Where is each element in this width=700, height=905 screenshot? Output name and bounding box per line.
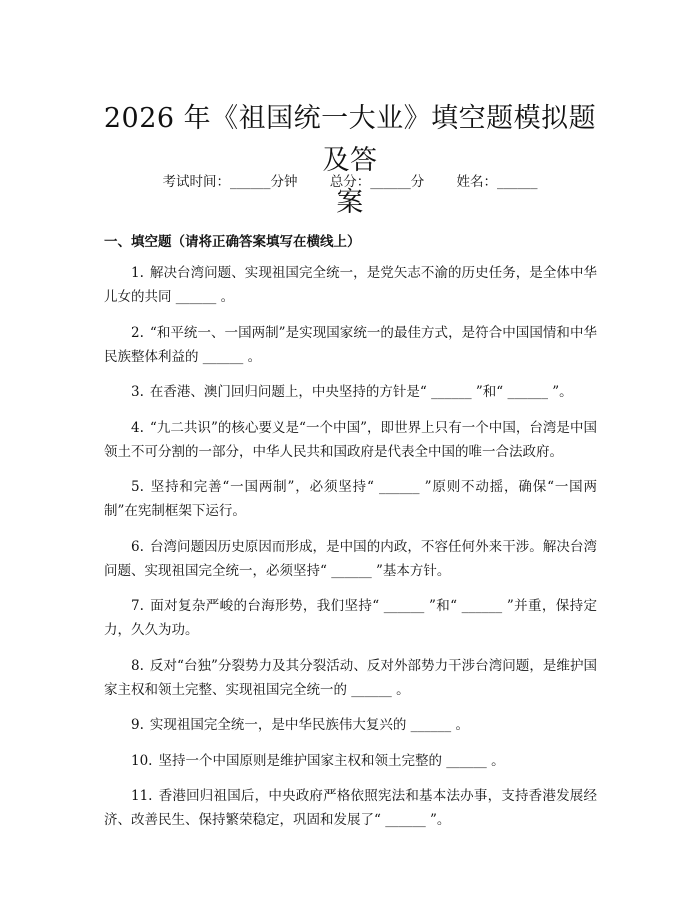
- total-score-unit: 分: [410, 174, 425, 190]
- student-name-label: 姓名：: [456, 174, 498, 190]
- question-number: 9.: [131, 717, 144, 733]
- student-name-blank: ______: [497, 174, 538, 190]
- question-text: 实现祖国完全统一，是中华民族伟大复兴的 ______ 。: [149, 717, 469, 733]
- question-number: 4.: [131, 419, 144, 436]
- total-score-blank: ______: [370, 174, 411, 190]
- question-list: [104, 261, 597, 844]
- question-text: 香港回归祖国后，中央政府严格依照宪法和基本法办事，支持香港发展经济、改善民生、保持繁荣稳定，巩固和发展了“ ______ ”。: [104, 788, 597, 828]
- question-number: 6.: [131, 538, 144, 555]
- question-text: 面对复杂严峻的台海形势，我们坚持“ ______ ”和“ ______ ”并重，保持定力，久久为功。: [104, 598, 597, 638]
- exam-info-line: [0, 170, 700, 190]
- total-score: [330, 174, 425, 190]
- question-item: [104, 416, 597, 464]
- question-number: 1.: [131, 265, 144, 281]
- question-item: [104, 261, 597, 309]
- exam-time: [162, 174, 297, 190]
- question-text: “和平统一、一国两制”是实现国家统一的最佳方式，是符合中国国情和中华民族整体利益的 ______ 。: [104, 324, 597, 365]
- exam-time-blank: ______: [229, 174, 271, 190]
- question-number: 10.: [131, 752, 153, 769]
- question-number: 2.: [131, 324, 144, 341]
- question-item: [104, 535, 597, 583]
- section-heading: 一、填空题（请将正确答案填写在横线上）: [104, 234, 361, 250]
- question-item: [104, 654, 597, 702]
- question-item: [104, 594, 597, 642]
- total-score-label: 总分：: [329, 174, 371, 190]
- question-text: 坚持一个中国原则是维护国家主权和领土完整的 ______ 。: [158, 752, 505, 769]
- question-item: [104, 475, 597, 523]
- question-text: “九二共识”的核心要义是“一个中国”，即世界上只有一个中国，台湾是中国领土不可分割的一部分，中华人民共和国政府是代表全中国的唯一合法政府。: [104, 419, 597, 460]
- title-line-2: 案: [336, 187, 364, 219]
- question-text: 坚持和完善“一国两制”，必须坚持“ ______ ”原则不动摇，确保“一国两制”在宪制框架下运行。: [104, 479, 597, 519]
- question-number: 7.: [131, 598, 144, 614]
- question-item: [104, 713, 597, 737]
- question-number: 5.: [131, 479, 144, 495]
- question-text: 解决台湾问题、实现祖国完全统一，是党矢志不渝的历史任务，是全体中华儿女的共同 ______ 。: [104, 265, 597, 305]
- question-item: [104, 784, 597, 832]
- question-item: [104, 380, 597, 404]
- question-number: 3.: [131, 384, 144, 400]
- question-text: 在香港、澳门回归问题上，中央坚持的方针是“ ______ ”和“ ______ ”。: [149, 384, 573, 400]
- exam-time-unit: 分钟: [270, 174, 298, 190]
- question-item: [104, 321, 597, 369]
- question-item: [104, 749, 597, 773]
- question-text: 台湾问题因历史原因而形成，是中国的内政，不容任何外来干涉。解决台湾问题、实现祖国完全统一，必须坚持“ ______ ”基本方针。: [104, 538, 597, 579]
- question-text: 反对“台独”分裂势力及其分裂活动、反对外部势力干涉台湾问题，是维护国家主权和领土完整、实现祖国完全统一的 ______ 。: [104, 657, 597, 698]
- question-number: 8.: [131, 657, 144, 674]
- document-title: [95, 98, 605, 224]
- title-line-1: 2026 年《祖国统一大业》填空题模拟题及答: [103, 103, 597, 177]
- question-number: 11.: [131, 788, 153, 804]
- exam-time-label: 考试时间：: [162, 174, 230, 190]
- student-name: [457, 174, 538, 190]
